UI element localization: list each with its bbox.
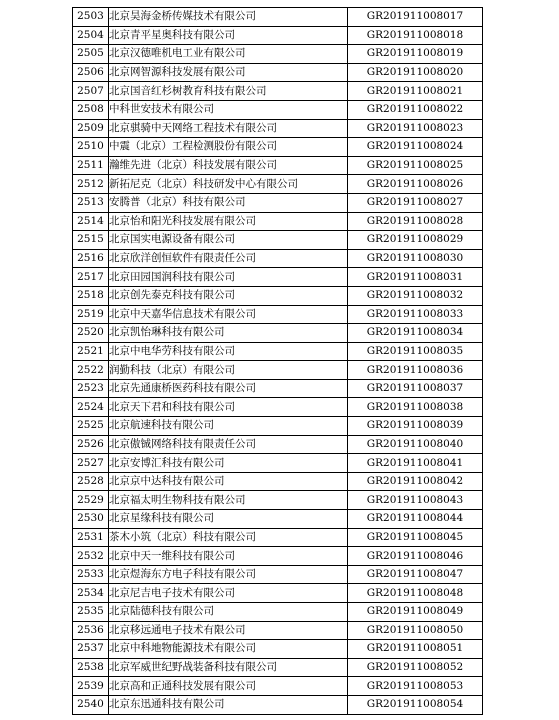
table-row [73,603,483,622]
certificate-number: GR201911008030 [348,249,483,268]
certificate-number: GR201911008041 [348,454,483,473]
table-row [73,547,483,566]
row-number: 2522 [73,361,109,380]
company-name: 北京中天嘉华信息技术有限公司 [109,305,348,324]
enterprise-registry-table [72,7,483,715]
table-row [73,584,483,603]
row-number: 2509 [73,119,109,138]
row-number: 2517 [73,268,109,287]
company-name: 北京京中达科技有限公司 [109,472,348,491]
company-name: 北京天下君和科技有限公司 [109,398,348,417]
row-number: 2508 [73,100,109,119]
table-row [73,491,483,510]
row-number: 2514 [73,212,109,231]
certificate-number: GR201911008026 [348,175,483,194]
row-number: 2513 [73,193,109,212]
company-name: 北京星缘科技有限公司 [109,510,348,529]
table-row [73,472,483,491]
table-row [73,658,483,677]
table-row [73,342,483,361]
table-row [73,510,483,529]
table-row [73,100,483,119]
row-number: 2525 [73,417,109,436]
certificate-number: GR201911008045 [348,528,483,547]
row-number: 2504 [73,26,109,45]
company-name: 北京欣洋创恒软件有限责任公司 [109,249,348,268]
certificate-number: GR201911008047 [348,565,483,584]
row-number: 2523 [73,379,109,398]
certificate-number: GR201911008040 [348,435,483,454]
certificate-number: GR201911008022 [348,100,483,119]
row-number: 2526 [73,435,109,454]
table-row [73,8,483,27]
certificate-number: GR201911008017 [348,8,483,27]
table-row [73,435,483,454]
company-name: 北京怡和阳光科技发展有限公司 [109,212,348,231]
table-row [73,82,483,101]
table-row [73,231,483,250]
certificate-number: GR201911008025 [348,156,483,175]
table-row [73,249,483,268]
company-name: 茶木小筑（北京）科技有限公司 [109,528,348,547]
certificate-number: GR201911008027 [348,193,483,212]
row-number: 2505 [73,45,109,64]
row-number: 2535 [73,603,109,622]
certificate-number: GR201911008042 [348,472,483,491]
table-row [73,324,483,343]
row-number: 2524 [73,398,109,417]
certificate-number: GR201911008029 [348,231,483,250]
row-number: 2506 [73,63,109,82]
company-name: 北京汉德唯机电工业有限公司 [109,45,348,64]
table-row [73,63,483,82]
company-name: 北京煜海东方电子科技有限公司 [109,565,348,584]
company-name: 中科世安技术有限公司 [109,100,348,119]
certificate-number: GR201911008053 [348,677,483,696]
company-name: 北京先通康桥医药科技有限公司 [109,379,348,398]
table-row [73,454,483,473]
row-number: 2540 [73,695,109,714]
certificate-number: GR201911008028 [348,212,483,231]
company-name: 北京昊海金桥传媒技术有限公司 [109,8,348,27]
row-number: 2527 [73,454,109,473]
company-name: 北京青平星奥科技有限公司 [109,26,348,45]
table-row [73,175,483,194]
company-name: 北京创先泰克科技有限公司 [109,286,348,305]
certificate-number: GR201911008023 [348,119,483,138]
company-name: 北京福太明生物科技有限公司 [109,491,348,510]
company-name: 北京东迅通科技有限公司 [109,695,348,714]
company-name: 北京航速科技有限公司 [109,417,348,436]
row-number: 2511 [73,156,109,175]
row-number: 2532 [73,547,109,566]
table-row [73,26,483,45]
row-number: 2536 [73,621,109,640]
row-number: 2531 [73,528,109,547]
row-number: 2516 [73,249,109,268]
certificate-number: GR201911008020 [348,63,483,82]
company-name: 中震（北京）工程检测股份有限公司 [109,138,348,157]
certificate-number: GR201911008024 [348,138,483,157]
company-name: 北京凯怡琳科技有限公司 [109,324,348,343]
table-row [73,138,483,157]
company-name: 北京国实电源设备有限公司 [109,231,348,250]
certificate-number: GR201911008038 [348,398,483,417]
company-name: 北京安博汇科技有限公司 [109,454,348,473]
row-number: 2530 [73,510,109,529]
table-row [73,695,483,714]
company-name: 新拓尼克（北京）科技研发中心有限公司 [109,175,348,194]
company-name: 北京骐骑中天网络工程技术有限公司 [109,119,348,138]
table-body [73,8,483,715]
company-name: 北京移远通电子技术有限公司 [109,621,348,640]
row-number: 2518 [73,286,109,305]
company-name: 北京中科地物能源技术有限公司 [109,640,348,659]
certificate-number: GR201911008044 [348,510,483,529]
company-name: 北京田园国润科技有限公司 [109,268,348,287]
certificate-number: GR201911008034 [348,324,483,343]
row-number: 2528 [73,472,109,491]
company-name: 北京尼吉电子技术有限公司 [109,584,348,603]
certificate-number: GR201911008036 [348,361,483,380]
certificate-number: GR201911008032 [348,286,483,305]
row-number: 2529 [73,491,109,510]
row-number: 2539 [73,677,109,696]
table-row [73,528,483,547]
certificate-number: GR201911008043 [348,491,483,510]
table-row [73,156,483,175]
company-name: 北京国音红杉树教育科技有限公司 [109,82,348,101]
table-row [73,565,483,584]
company-name: 安腾普（北京）科技有限公司 [109,193,348,212]
certificate-number: GR201911008037 [348,379,483,398]
table-row [73,212,483,231]
company-name: 北京网智源科技发展有限公司 [109,63,348,82]
table-row [73,361,483,380]
row-number: 2534 [73,584,109,603]
row-number: 2515 [73,231,109,250]
table-row [73,286,483,305]
company-name: 润勤科技（北京）有限公司 [109,361,348,380]
company-name: 瀚维先进（北京）科技发展有限公司 [109,156,348,175]
certificate-number: GR201911008051 [348,640,483,659]
row-number: 2537 [73,640,109,659]
certificate-number: GR201911008049 [348,603,483,622]
row-number: 2519 [73,305,109,324]
table-row [73,45,483,64]
certificate-number: GR201911008019 [348,45,483,64]
certificate-number: GR201911008048 [348,584,483,603]
certificate-number: GR201911008054 [348,695,483,714]
row-number: 2520 [73,324,109,343]
table-row [73,398,483,417]
company-name: 北京傲铖网络科技有限责任公司 [109,435,348,454]
table-row [73,268,483,287]
row-number: 2533 [73,565,109,584]
certificate-number: GR201911008052 [348,658,483,677]
company-name: 北京中电华劳科技有限公司 [109,342,348,361]
table-row [73,305,483,324]
table-row [73,677,483,696]
certificate-number: GR201911008033 [348,305,483,324]
certificate-number: GR201911008039 [348,417,483,436]
certificate-number: GR201911008018 [348,26,483,45]
row-number: 2503 [73,8,109,27]
table-row [73,621,483,640]
table-row [73,193,483,212]
row-number: 2538 [73,658,109,677]
certificate-number: GR201911008050 [348,621,483,640]
company-name: 北京军威世纪野战装备科技有限公司 [109,658,348,677]
row-number: 2510 [73,138,109,157]
row-number: 2521 [73,342,109,361]
certificate-number: GR201911008046 [348,547,483,566]
certificate-number: GR201911008021 [348,82,483,101]
company-name: 北京陆德科技有限公司 [109,603,348,622]
table-row [73,379,483,398]
certificate-number: GR201911008035 [348,342,483,361]
company-name: 北京高和正通科技发展有限公司 [109,677,348,696]
certificate-number: GR201911008031 [348,268,483,287]
row-number: 2507 [73,82,109,101]
table-row [73,119,483,138]
row-number: 2512 [73,175,109,194]
company-name: 北京中天一维科技有限公司 [109,547,348,566]
table-row [73,640,483,659]
table-row [73,417,483,436]
